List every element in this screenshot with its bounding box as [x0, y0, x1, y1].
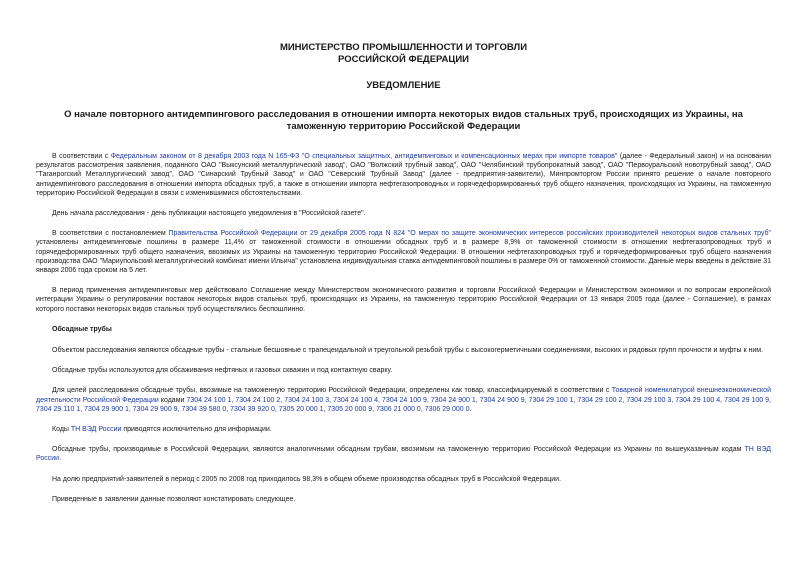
ministry-line-1: МИНИСТЕРСТВО ПРОМЫШЛЕННОСТИ И ТОРГОВЛИ [279, 42, 528, 53]
ministry-header [36, 42, 771, 66]
tnved-nomenclature-link[interactable]: Товарной номенклатурой внешнеэкономической деятельности Российской Федерации [36, 387, 771, 404]
notice-heading: УВЕДОМЛЕНИЕ [366, 80, 441, 91]
paragraph-3-text-a: В соответствии с постановлением [52, 230, 169, 238]
paragraph-4: В период применения антидемпинговых мер действовало Соглашение между Министерством экономического развития и торговли Российской Федерации и Министерством экономики и по вопросам европейской интеграции Украины о регулировании поставок некоторых видов стальных труб, происходящих из Украины, на таможенную территорию Российской Федерации от 13 января 2005 года (далее - Соглашение), в рамках которого поставки некоторых видов стальных труб осуществлялись беспошлинно. [36, 287, 771, 313]
paragraph-7 [36, 386, 771, 414]
paragraph-3 [36, 229, 771, 275]
paragraph-2: День начала расследования - день публикации настоящего уведомления в "Российской газете". [52, 210, 366, 218]
paragraph-3-text-b: установлены антидемпинговые пошлины в размере 11,4% от таможенной стоимости в отношении обсадных труб и в размере 8,9% от таможенной стоимости в отношении нефтегазопроводных труб и горячедеформированных труб общего назначения, ввозимых из Украины на таможенную территорию Российской Федерации. В отношении нефтегазопроводных труб и горячедеформированных труб общего назначения производства ОАО "Мариупольский металлургический комбинат имени Ильича" установлена индивидуальная ставка антидемпинговой пошлины в размере 0% от таможенной стоимости. Данные меры введены в действие 31 января 2006 года сроком на 5 лет. [36, 239, 771, 275]
paragraph-8-text-b: приводятся исключительно для информации. [121, 426, 272, 434]
paragraph-7-text-a: Для целей расследования обсадные трубы, ввозимые на таможенную территорию Российской Федерации, определены как товар, классифицируемый в соответствии с [52, 387, 612, 395]
paragraph-10: На долю предприятий-заявителей в период с 2005 по 2008 год приходилось 98,3% в общем объеме производства обсадных труб в Российской Федерации. [52, 475, 562, 483]
paragraph-9 [36, 445, 771, 463]
paragraph-9-text-b: . [59, 455, 62, 463]
paragraph-8-text-a: Коды [52, 426, 71, 434]
ministry-line-2: РОССИЙСКОЙ ФЕДЕРАЦИИ [337, 54, 469, 65]
section-title-casing-pipes: Обсадные трубы [52, 325, 112, 333]
federal-law-link[interactable]: Федеральным законом от 8 декабря 2003 года N 165-ФЗ "О специальных защитных, антидемпинговых и компенсационных мерах при импорте товаров" [110, 153, 618, 160]
paragraph-6: Обсадные трубы используются для обсаживания нефтяных и газовых скважин и под контактную сварку. [52, 367, 393, 375]
tnved-russia-link[interactable]: ТН ВЭД России [70, 426, 122, 434]
paragraph-8 [36, 425, 771, 434]
paragraph-9-text-a: Обсадные трубы, производимые в Российской Федерации, являются аналогичными обсадным трубам, ввозимым на таможенную территорию Российской Федерации из Украины по вышеуказанным кодам [52, 446, 745, 454]
document-body [36, 152, 771, 504]
government-resolution-link[interactable]: Правительства Российской Федерации от 29 декабря 2005 года N 824 "О мерах по защите экономических интересов российских производителей некоторых видов стальных труб" [168, 230, 771, 238]
paragraph-5: Объектом расследования являются обсадные трубы - стальные бесшовные с трапецеидальной и треугольной резьбой трубы с высокогерметичными соединениями, высоких и рядовых групп прочности и муфты к ним. [52, 347, 764, 355]
paragraph-7-text-b: кодами [158, 396, 187, 404]
paragraph-7-text-c: . [469, 405, 472, 413]
paragraph-1-text-b: (далее - Федеральный закон) и на основании результатов рассмотрения заявления, поданного ОАО "Выксунский металлургический завод", ОАО "Волжский трубный завод", ОАО "Челябинский трубопрокатный завод", ОАО "Первоуральский новотрубный завод", ОАО "Таганрогский Металлургический завод", ОАО "Синарский Трубный Завод" и ОАО "Северский Трубный Завод" (далее - предприятия-заявители), Минпромторгом России принято решение о начале повторного антидемпингового расследования в отношении импорта обсадных труб, а также в отношении импорта нефтегазопроводных и горячедеформированных труб общего назначения, происходящих из Украины, на таможенную территорию Российской Федерации в связи с изменившимися обстоятельствами. [36, 153, 771, 197]
paragraph-1-text-a: В соответствии с [52, 153, 111, 160]
document-title: О начале повторного антидемпингового расследования в отношении импорта некоторых видов стальных труб, происходящих из Украины, на таможенную территорию Российской Федерации [64, 109, 743, 132]
paragraph-1 [36, 152, 771, 198]
tnved-russia-link-2[interactable]: ТН ВЭД России [36, 446, 772, 463]
paragraph-11: Приведенные в заявлении данные позволяют констатировать следующее. [52, 495, 296, 503]
tnved-codes-link[interactable]: 7304 24 100 1, 7304 24 100 2, 7304 24 100 3, 7304 24 100 4, 7304 24 100 9, 7304 24 900 1, 7304 24 900 9, 7304 29 100 1, 7304 29 100 2, 7304 29 100 3, 7304 29 100 4, 7304 29 100 9, 7304 29 110 1, 7304 29 900 1, 7304 29 900 9, 7304 39 580 0, 7304 39 920 0, 7305 20 000 1, 7305 20 000 9, 7306 21 000 0, 7306 29 000 0 [36, 396, 771, 413]
